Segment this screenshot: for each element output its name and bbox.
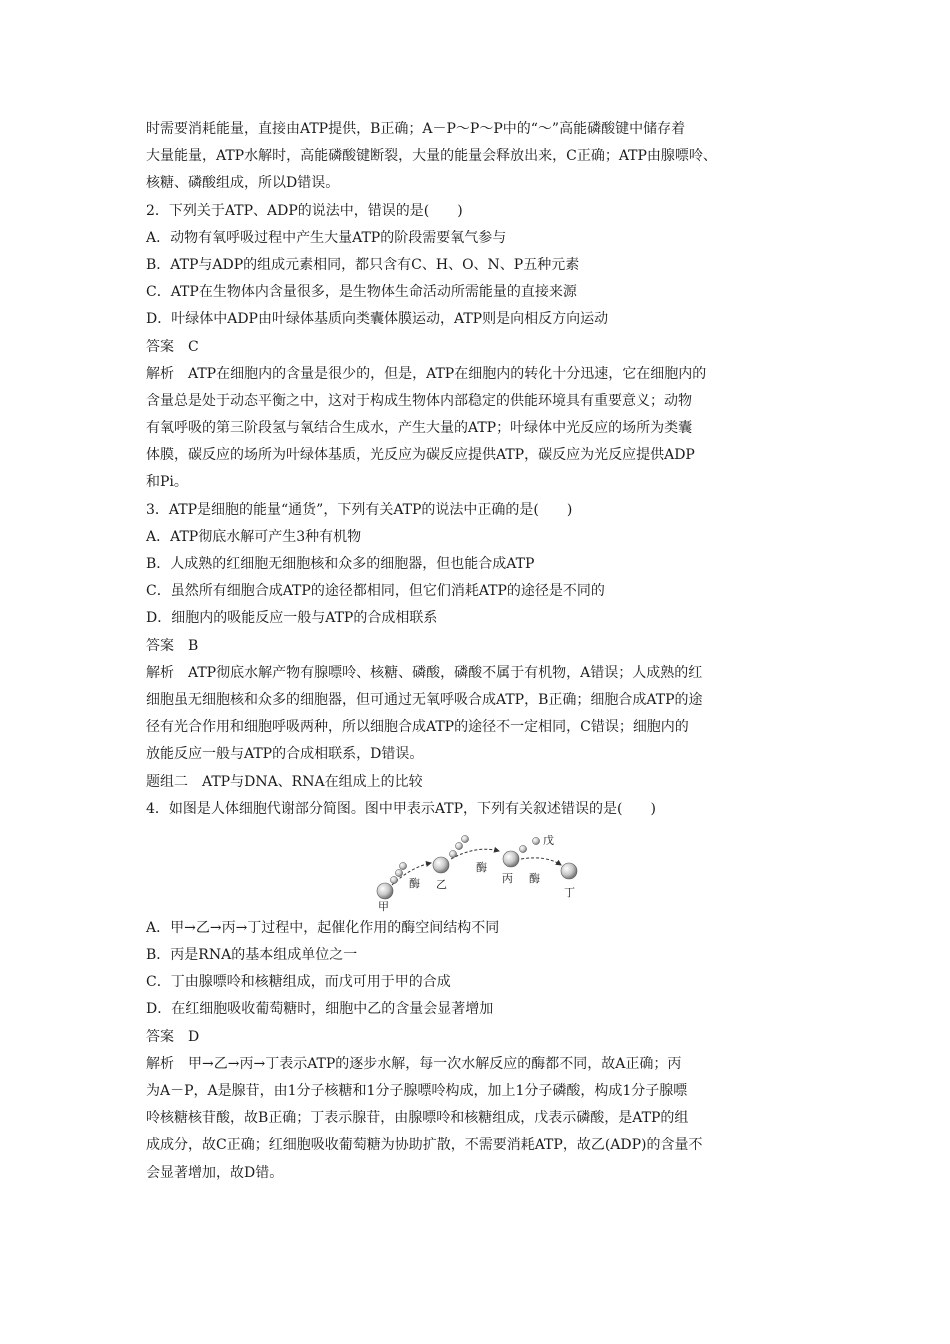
question-2-option-a: A．动物有氧呼吸过程中产生大量ATP的阶段需要氧气参与 [146,229,507,246]
phosphate-ball [461,835,468,842]
phosphate-ball [455,842,462,849]
question-2-stem: 2．下列关于ATP、ADP的说法中，错误的是( ) [146,202,463,219]
text-line: 核糖、磷酸组成，所以D错误。 [146,175,340,192]
question-4-stem: 4．如图是人体细胞代谢部分简图。图中甲表示ATP，下列有关叙述错误的是( ) [146,800,656,817]
phosphate-ball [390,876,397,883]
question-3-answer: 答案 B [146,637,199,654]
text-line: 大量能量，ATP水解时，高能磷酸键断裂，大量的能量会释放出来，C正确；ATP由腺嘌呤、 [146,148,717,165]
question-4-explanation: 解析 甲→乙→丙→丁表示ATP的逐步水解，每一次水解反应的酶都不同，故A正确；丙 [146,1055,682,1072]
adenosine-ball [433,857,449,873]
phosphate-ball [532,837,539,844]
phosphate-ball [449,850,456,857]
question-2-option-d: D．叶绿体中ADP由叶绿体基质向类囊体膜运动，ATP则是向相反方向运动 [146,311,609,328]
question-4-explanation: 会显著增加，故D错。 [146,1164,284,1181]
document-body [146,116,811,1187]
question-3-explanation: 解析 ATP彻底水解产物有腺嘌呤、核糖、磷酸，磷酸不属于有机物，A错误；人成熟的红 [146,664,703,681]
phosphate-ball [519,845,526,852]
adenosine-ball [561,863,577,879]
label-jia: 甲 [378,899,389,913]
phosphate-ball [399,862,406,869]
question-3-option-c: C．虽然所有细胞合成ATP的途径都相同，但它们消耗ATP的途径是不同的 [146,583,605,600]
question-3-stem: 3．ATP是细胞的能量“通货”，下列有关ATP的说法中正确的是( ) [146,501,573,518]
question-3-option-d: D．细胞内的吸能反应一般与ATP的合成相联系 [146,610,438,627]
label-enzyme: 酶 [409,876,420,890]
arrow-bing-ding [521,858,561,865]
question-2-explanation: 解析 ATP在细胞内的含量是很少的，但是，ATP在细胞内的转化十分迅速，它在细胞内的 [146,365,707,382]
question-3-explanation: 径有光合作用和细胞呼吸两种，所以细胞合成ATP的途径不一定相同，C错误；细胞内的 [146,719,689,736]
question-2-explanation: 和Pi。 [146,474,188,491]
label-enzyme: 酶 [476,860,487,874]
phosphate-ball [395,869,402,876]
atp-hydrolysis-diagram [146,823,811,915]
label-wu: 戊 [543,833,554,847]
question-2-option-c: C．ATP在生物体内含量很多，是生物体生命活动所需能量的直接来源 [146,284,577,301]
question-3-explanation: 放能反应一般与ATP的合成相联系，D错误。 [146,746,424,763]
question-2-answer: 答案 C [146,338,199,355]
text-line: 时需要消耗能量，直接由ATP提供，B正确；A－P～P～P中的“～”高能磷酸键中储存着 [146,121,686,137]
question-4-explanation: 为A－P，A是腺苷，由1分子核糖和1分子腺嘌呤构成，加上1分子磷酸，构成1分子腺嘌 [146,1083,688,1099]
question-3-option-a: A．ATP彻底水解可产生3种有机物 [146,528,362,545]
label-bing: 丙 [502,871,513,885]
question-3-option-b: B．人成熟的红细胞无细胞核和众多的细胞器，但也能合成ATP [146,556,535,572]
label-ding: 丁 [564,885,575,899]
label-yi: 乙 [436,877,447,891]
question-2-explanation: 含量总是处于动态平衡之中，这对于构成生物体内部稳定的供能环境具有重要意义；动物 [146,392,692,409]
question-4-option-b: B．丙是RNA的基本组成单位之一 [146,947,358,964]
question-4-option-c: C．丁由腺嘌呤和核糖组成，而戊可用于甲的合成 [146,974,451,991]
question-4-explanation: 成成分，故C正确；红细胞吸收葡萄糖为协助扩散，不需要消耗ATP，故乙(ADP)的含量不 [146,1137,703,1154]
question-2-explanation: 体膜，碳反应的场所为叶绿体基质，光反应为碳反应提供ATP，碳反应为光反应提供ADP [146,447,695,464]
adenosine-ball [377,883,393,899]
adenosine-ball [503,851,519,867]
question-4-option-a: A．甲→乙→丙→丁过程中，起催化作用的酶空间结构不同 [146,919,500,936]
question-4-option-d: D．在红细胞吸收葡萄糖时，细胞中乙的含量会显著增加 [146,1001,494,1018]
label-enzyme: 酶 [529,871,540,885]
question-4-explanation: 呤核糖核苷酸，故B正确；丁表示腺苷，由腺嘌呤和核糖组成，戊表示磷酸，是ATP的组 [146,1110,689,1127]
question-4-answer: 答案 D [146,1028,200,1045]
question-2-explanation: 有氧呼吸的第三阶段氢与氧结合生成水，产生大量的ATP；叶绿体中光反应的场所为类囊 [146,420,693,437]
question-3-explanation: 细胞虽无细胞核和众多的细胞器，但可通过无氧呼吸合成ATP，B正确；细胞合成ATP的途 [146,691,703,708]
arrow-yi-bing [451,849,499,859]
question-2-option-b: B．ATP与ADP的组成元素相同，都只含有C、H、O、N、P五种元素 [146,256,580,273]
section-heading: 题组二 ATP与DNA、RNA在组成上的比较 [146,773,423,790]
